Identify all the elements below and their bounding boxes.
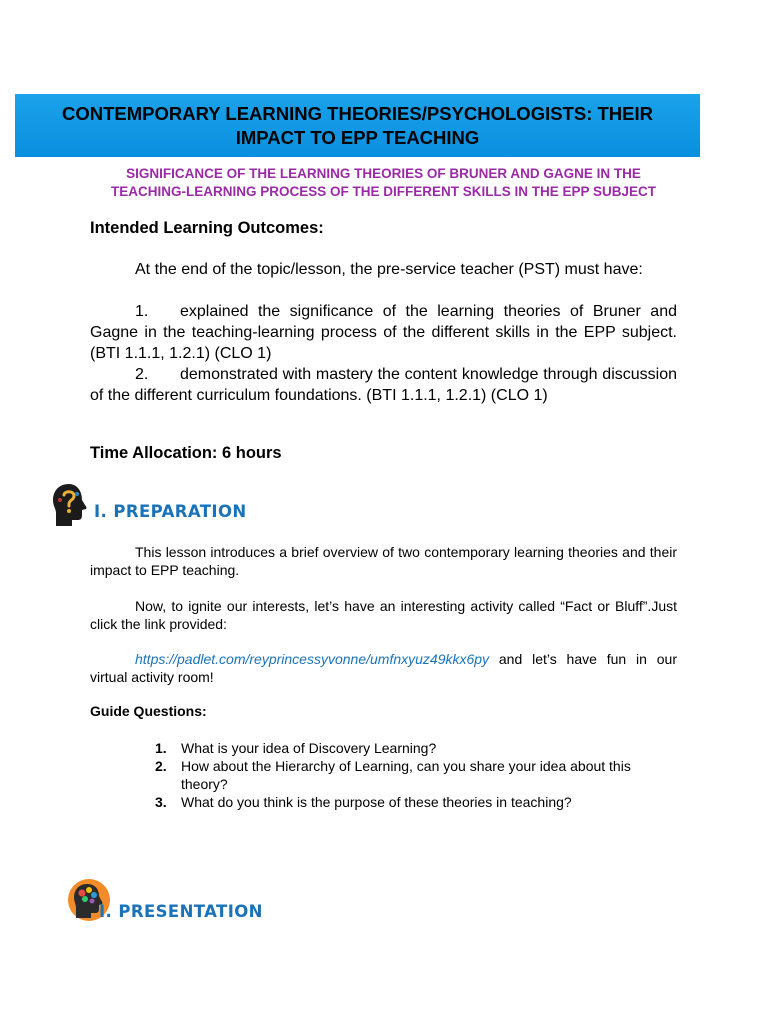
outcome-text: demonstrated with mastery the content knowledge through discussion of the different curriculum foundations. (BTI 1.1.1, 1.2.1) (CLO 1) xyxy=(90,366,677,404)
outcome-number: 2. xyxy=(135,366,149,383)
time-allocation: Time Allocation: 6 hours xyxy=(90,444,282,462)
lesson-subtitle: SIGNIFICANCE OF THE LEARNING THEORIES OF BRUNER AND GAGNE IN THE TEACHING-LEARNING PROCESS OF THE DIFFERENT SKILLS IN THE EPP SUBJECT xyxy=(110,166,657,199)
preparation-paragraph: This lesson introduces a brief overview of two contemporary learning theories and their impact to EPP teaching. xyxy=(90,544,677,578)
outcome-number: 1. xyxy=(135,303,149,320)
preparation-paragraph: Now, to ignite our interests, let’s have an interesting activity called “Fact or Bluff”.Just click the link provided: xyxy=(90,598,677,632)
question-text: What is your idea of Discovery Learning? xyxy=(181,740,437,756)
question-text: What do you think is the purpose of these theories in teaching? xyxy=(181,794,572,810)
list-item xyxy=(155,757,677,793)
question-number: 3. xyxy=(155,794,167,810)
preparation-title: I. PREPARATION xyxy=(94,501,247,521)
guide-questions-list xyxy=(155,739,677,811)
page-title: CONTEMPORARY LEARNING THEORIES/PSYCHOLOGISTS: THEIR IMPACT TO EPP TEACHING xyxy=(61,102,653,148)
question-number: 2. xyxy=(155,758,167,774)
outcome-item xyxy=(90,364,677,406)
padlet-link[interactable]: https://padlet.com/reyprincessyvonne/umfnxyuz49kkx6py xyxy=(135,651,490,667)
preparation-header xyxy=(50,482,247,528)
outcome-item xyxy=(90,301,677,364)
presentation-header xyxy=(67,878,263,922)
list-item xyxy=(155,739,677,757)
activity-link-paragraph xyxy=(90,650,677,686)
list-item xyxy=(155,793,677,811)
presentation-title: I. PRESENTATION xyxy=(99,901,263,921)
question-number: 1. xyxy=(155,740,167,756)
title-banner xyxy=(15,94,700,157)
question-head-icon xyxy=(50,482,88,528)
link-trailing-text: and let’s have fun in our virtual activity room! xyxy=(90,651,677,685)
question-text: How about the Hierarchy of Learning, can you share your idea about this theory? xyxy=(181,758,631,792)
outcomes-heading: Intended Learning Outcomes: xyxy=(90,219,324,237)
guide-questions-heading: Guide Questions: xyxy=(90,703,207,719)
outcomes-intro: At the end of the topic/lesson, the pre-service teacher (PST) must have: xyxy=(135,261,643,278)
outcome-text: explained the significance of the learning theories of Bruner and Gagne in the teaching-learning process of the different skills in the EPP subject. (BTI 1.1.1, 1.2.1) (CLO 1) xyxy=(90,303,677,362)
